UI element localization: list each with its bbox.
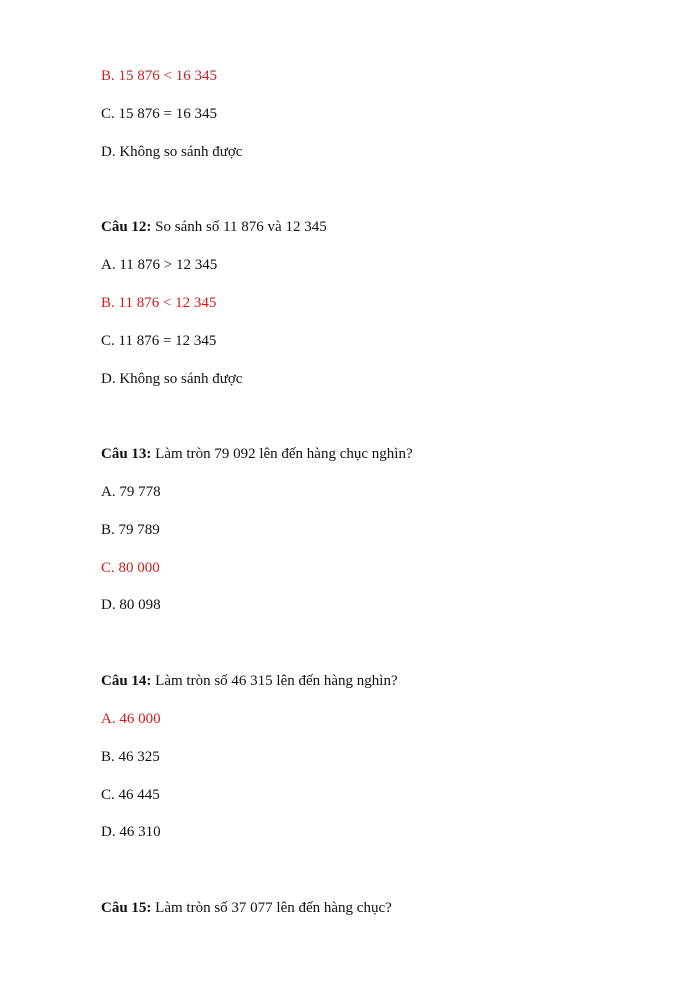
answer-option: B. 15 876 < 16 345 — [101, 68, 217, 84]
answer-option: B. 46 325 — [101, 749, 160, 765]
question-label: Câu 14: — [101, 673, 152, 689]
answer-option: D. Không so sánh được — [101, 371, 243, 387]
answer-option: D. Không so sánh được — [101, 144, 243, 160]
answer-option: C. 80 000 — [101, 560, 160, 576]
answer-option: A. 46 000 — [101, 711, 161, 727]
question-14-heading — [101, 672, 398, 690]
question-label: Câu 12: — [101, 219, 152, 235]
answer-option: B. 11 876 < 12 345 — [101, 295, 217, 311]
question-text: Làm tròn số 46 315 lên đến hàng nghìn? — [151, 673, 398, 689]
question-label: Câu 13: — [101, 446, 152, 462]
answer-option: A. 11 876 > 12 345 — [101, 257, 218, 273]
question-text: So sánh số 11 876 và 12 345 — [151, 219, 327, 235]
answer-option: C. 11 876 = 12 345 — [101, 333, 217, 349]
question-13-heading — [101, 445, 413, 463]
question-12-heading — [101, 218, 327, 236]
answer-option: C. 15 876 = 16 345 — [101, 106, 217, 122]
answer-option: D. 80 098 — [101, 597, 161, 613]
question-text: Làm tròn 79 092 lên đến hàng chục nghìn? — [151, 446, 413, 462]
question-label: Câu 15: — [101, 900, 152, 916]
answer-option: D. 46 310 — [101, 824, 161, 840]
answer-option: C. 46 445 — [101, 787, 160, 803]
answer-option: B. 79 789 — [101, 522, 160, 538]
question-text: Làm tròn số 37 077 lên đến hàng chục? — [151, 900, 392, 916]
question-15-heading — [101, 899, 392, 917]
answer-option: A. 79 778 — [101, 484, 161, 500]
